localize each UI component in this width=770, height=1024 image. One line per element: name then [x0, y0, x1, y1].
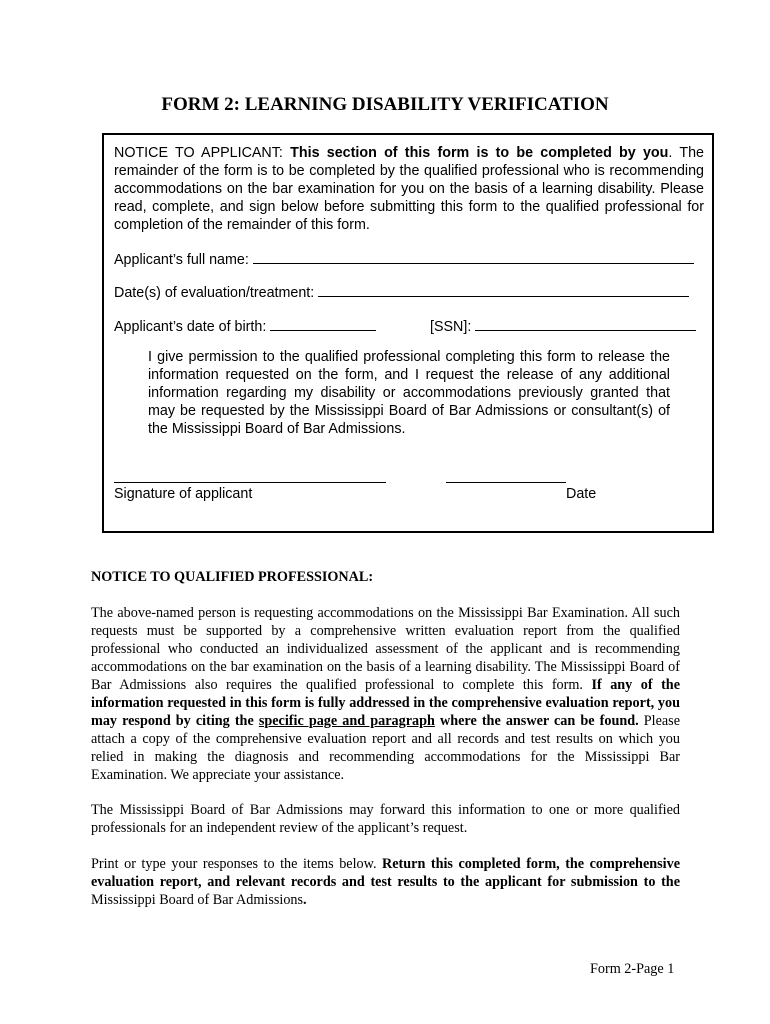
applicant-notice: NOTICE TO APPLICANT: This section of this form is to be completed by you. The remainder of the form is to be completed by the qualified professional who is recommending accommodations on the bar examination for you on the basis of a learning disability. Please read, complete, and sign below before submitting this form to the qualified professional for completion of the remainder of this form. [114, 145, 704, 233]
professional-notice-paragraph-2: The Mississippi Board of Bar Admissions may forward this information to one or more qualified professionals for an independent review of the applicant’s request. [91, 802, 680, 836]
dob-label: Applicant’s date of birth: [114, 319, 267, 335]
eval-dates-label: Date(s) of evaluation/treatment: [114, 285, 315, 301]
applicant-notice-body: . The remainder of the form is to be completed by the qualified professional who is recommending accommodations on the bar examination for you on the basis of a learning disability. Please read, complete, and sign below before submitting this form to the qualified professional for completion of the remainder of this form. [114, 145, 704, 233]
professional-notice-heading: NOTICE TO QUALIFIED PROFESSIONAL: [91, 569, 374, 585]
ssn-input-line[interactable] [475, 315, 696, 331]
applicant-notice-bold: This section of this form is to be completed by you [290, 145, 669, 161]
date-label: Date [566, 486, 597, 502]
specific-page-paragraph-emphasis: specific page and paragraph [258, 713, 435, 729]
dob-field [114, 315, 376, 335]
eval-dates-field [114, 281, 689, 301]
signature-label: Signature of applicant [114, 486, 253, 502]
permission-statement: I give permission to the qualified professional completing this form to release the information requested on the form, and I request the release of any additional information regarding my disability or accommodations previously granted that may be requested by the Mississippi Board of Bar Admissions or consultant(s) of the Mississippi Board of Bar Admissions. [148, 349, 670, 437]
page-footer: Form 2-Page 1 [590, 961, 675, 977]
date-line[interactable] [446, 482, 566, 483]
eval-dates-input-line[interactable] [318, 281, 689, 297]
full-name-field [114, 248, 694, 268]
dob-input-line[interactable] [270, 315, 376, 331]
signature-line[interactable] [114, 482, 386, 483]
full-name-input-line[interactable] [253, 248, 694, 264]
form-title: FORM 2: LEARNING DISABILITY VERIFICATION [161, 94, 609, 115]
full-name-label: Applicant’s full name: [114, 252, 249, 268]
professional-notice-paragraph-1: The above-named person is requesting accommodations on the Mississippi Bar Examination. All such requests must be supported by a comprehensive written evaluation report from the qualified professional who conducted an individualized assessment of the applicant and is recommending accommodations on the bar examination on the basis of a learning disability. The Mississippi Board of Bar Admissions also requires the qualified professional to complete this form. If any of the information requested in this form is fully addressed in the comprehensive evaluation report, you may respond by citing the specific page and paragraph where the answer can be found. Please attach a copy of the comprehensive evaluation report and all records and test results on which you relied in making the diagnosis and recommending accommodations for the Mississippi Bar Examination. We appreciate your assistance. [91, 605, 680, 783]
professional-notice-paragraph-3: Print or type your responses to the items below. Return this completed form, the comprehensive evaluation report, and relevant records and test results to the applicant for submission to the Mississippi Board of Bar Admissions. [91, 856, 680, 908]
applicant-notice-label: NOTICE TO APPLICANT [114, 145, 279, 161]
ssn-field [430, 315, 696, 335]
applicant-section-box [102, 133, 714, 533]
ssn-label: [SSN]: [430, 319, 472, 335]
